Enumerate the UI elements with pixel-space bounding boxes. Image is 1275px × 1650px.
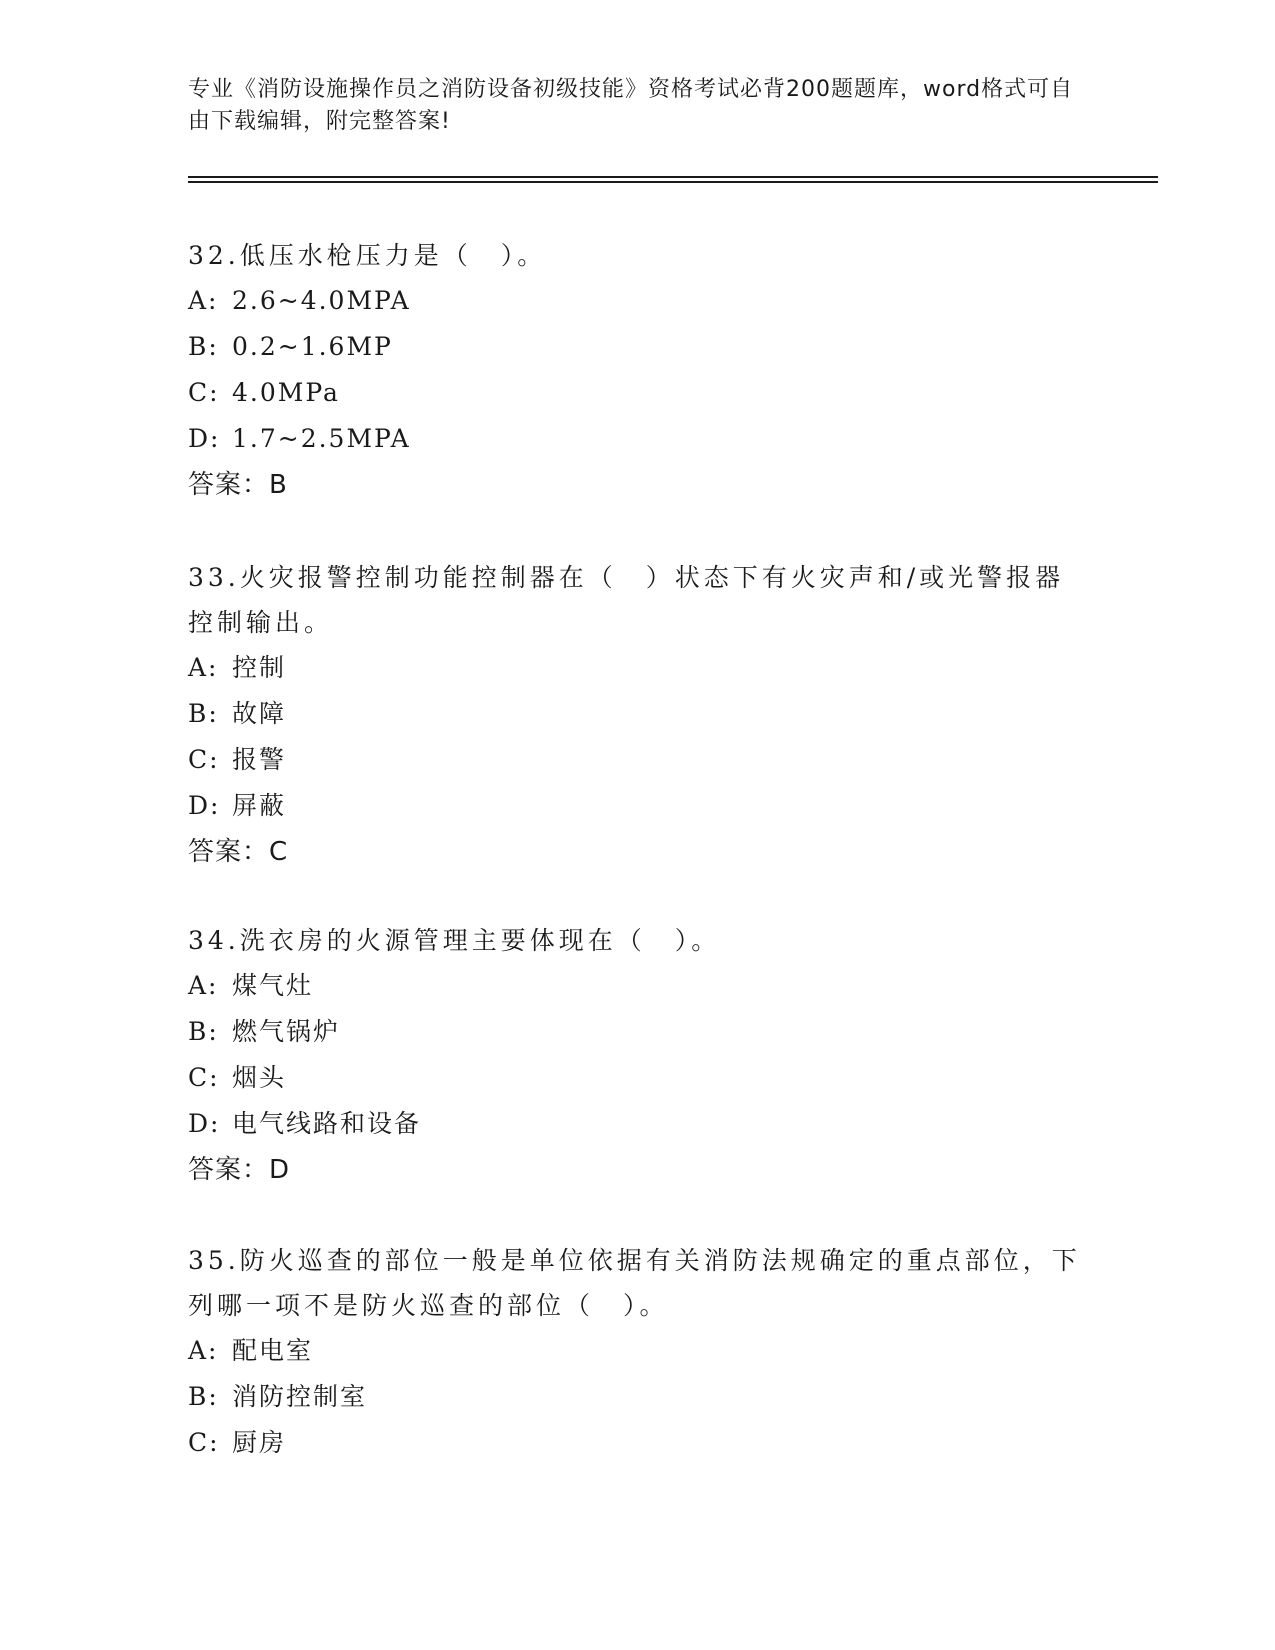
answer-value: B: [269, 470, 288, 500]
option-a: [188, 963, 1088, 1009]
option-b: [188, 691, 1088, 737]
option-c: [188, 1055, 1088, 1101]
option-text: 燃气锅炉: [232, 1017, 341, 1046]
option-a: [188, 278, 1088, 324]
option-key: A:: [188, 286, 219, 315]
answer-line: [188, 462, 1088, 508]
document-header: 专业《消防设施操作员之消防设备初级技能》资格考试必背200题题库，word格式可自由下载编辑，附完整答案!: [188, 77, 1074, 134]
option-key: D:: [188, 791, 221, 820]
header-divider: [188, 176, 1158, 178]
option-text: 煤气灶: [232, 971, 314, 1000]
question-32: [188, 233, 1088, 508]
answer-value: C: [269, 837, 289, 867]
option-text: 配电室: [232, 1336, 314, 1365]
option-key: D:: [188, 1109, 221, 1138]
option-key: C:: [188, 745, 220, 774]
option-text: 消防控制室: [232, 1382, 368, 1411]
option-text: 1.7~2.5MPA: [232, 424, 411, 453]
question-35: [188, 1238, 1088, 1466]
option-key: C:: [188, 1428, 220, 1457]
option-key: A:: [188, 1336, 219, 1365]
option-text: 4.0MPa: [232, 378, 340, 407]
option-text: 烟头: [232, 1063, 287, 1092]
option-text: 2.6~4.0MPA: [232, 286, 411, 315]
option-a: [188, 1328, 1088, 1374]
answer-line: [188, 1147, 1088, 1193]
option-d: [188, 783, 1088, 829]
question-stem: 35.防火巡查的部位一般是单位依据有关消防法规确定的重点部位，下列哪一项不是防火巡查的部位（ ）。: [188, 1246, 1081, 1320]
option-text: 控制: [232, 653, 287, 682]
option-text: 故障: [232, 699, 287, 728]
option-key: C:: [188, 1063, 220, 1092]
answer-label: 答案：: [188, 837, 270, 867]
option-key: B:: [188, 1382, 219, 1411]
option-key: A:: [188, 971, 219, 1000]
question-34: [188, 918, 1088, 1193]
answer-label: 答案：: [188, 1155, 270, 1185]
option-c: [188, 370, 1088, 416]
option-d: [188, 1101, 1088, 1147]
option-b: [188, 1374, 1088, 1420]
option-text: 0.2~1.6MP: [232, 332, 393, 361]
option-text: 电气线路和设备: [232, 1109, 422, 1138]
option-text: 报警: [232, 745, 287, 774]
option-b: [188, 324, 1088, 370]
question-33: [188, 555, 1088, 875]
option-key: B:: [188, 1017, 219, 1046]
question-stem: 33.火灾报警控制功能控制器在（ ）状态下有火灾声和/或光警报器控制输出。: [188, 563, 1065, 637]
option-c: [188, 737, 1088, 783]
option-key: D:: [188, 424, 221, 453]
option-key: B:: [188, 699, 219, 728]
option-d: [188, 416, 1088, 462]
option-key: A:: [188, 653, 219, 682]
option-a: [188, 645, 1088, 691]
option-key: C:: [188, 378, 220, 407]
option-text: 厨房: [232, 1428, 287, 1457]
question-stem: 32.低压水枪压力是（ ）。: [188, 241, 547, 270]
option-b: [188, 1009, 1088, 1055]
answer-label: 答案：: [188, 470, 270, 500]
option-text: 屏蔽: [232, 791, 287, 820]
option-key: B:: [188, 332, 219, 361]
question-stem: 34.洗衣房的火源管理主要体现在（ ）。: [188, 926, 721, 955]
option-c: [188, 1420, 1088, 1466]
answer-value: D: [269, 1155, 291, 1185]
answer-line: [188, 829, 1088, 875]
header-divider-secondary: [188, 181, 1158, 183]
